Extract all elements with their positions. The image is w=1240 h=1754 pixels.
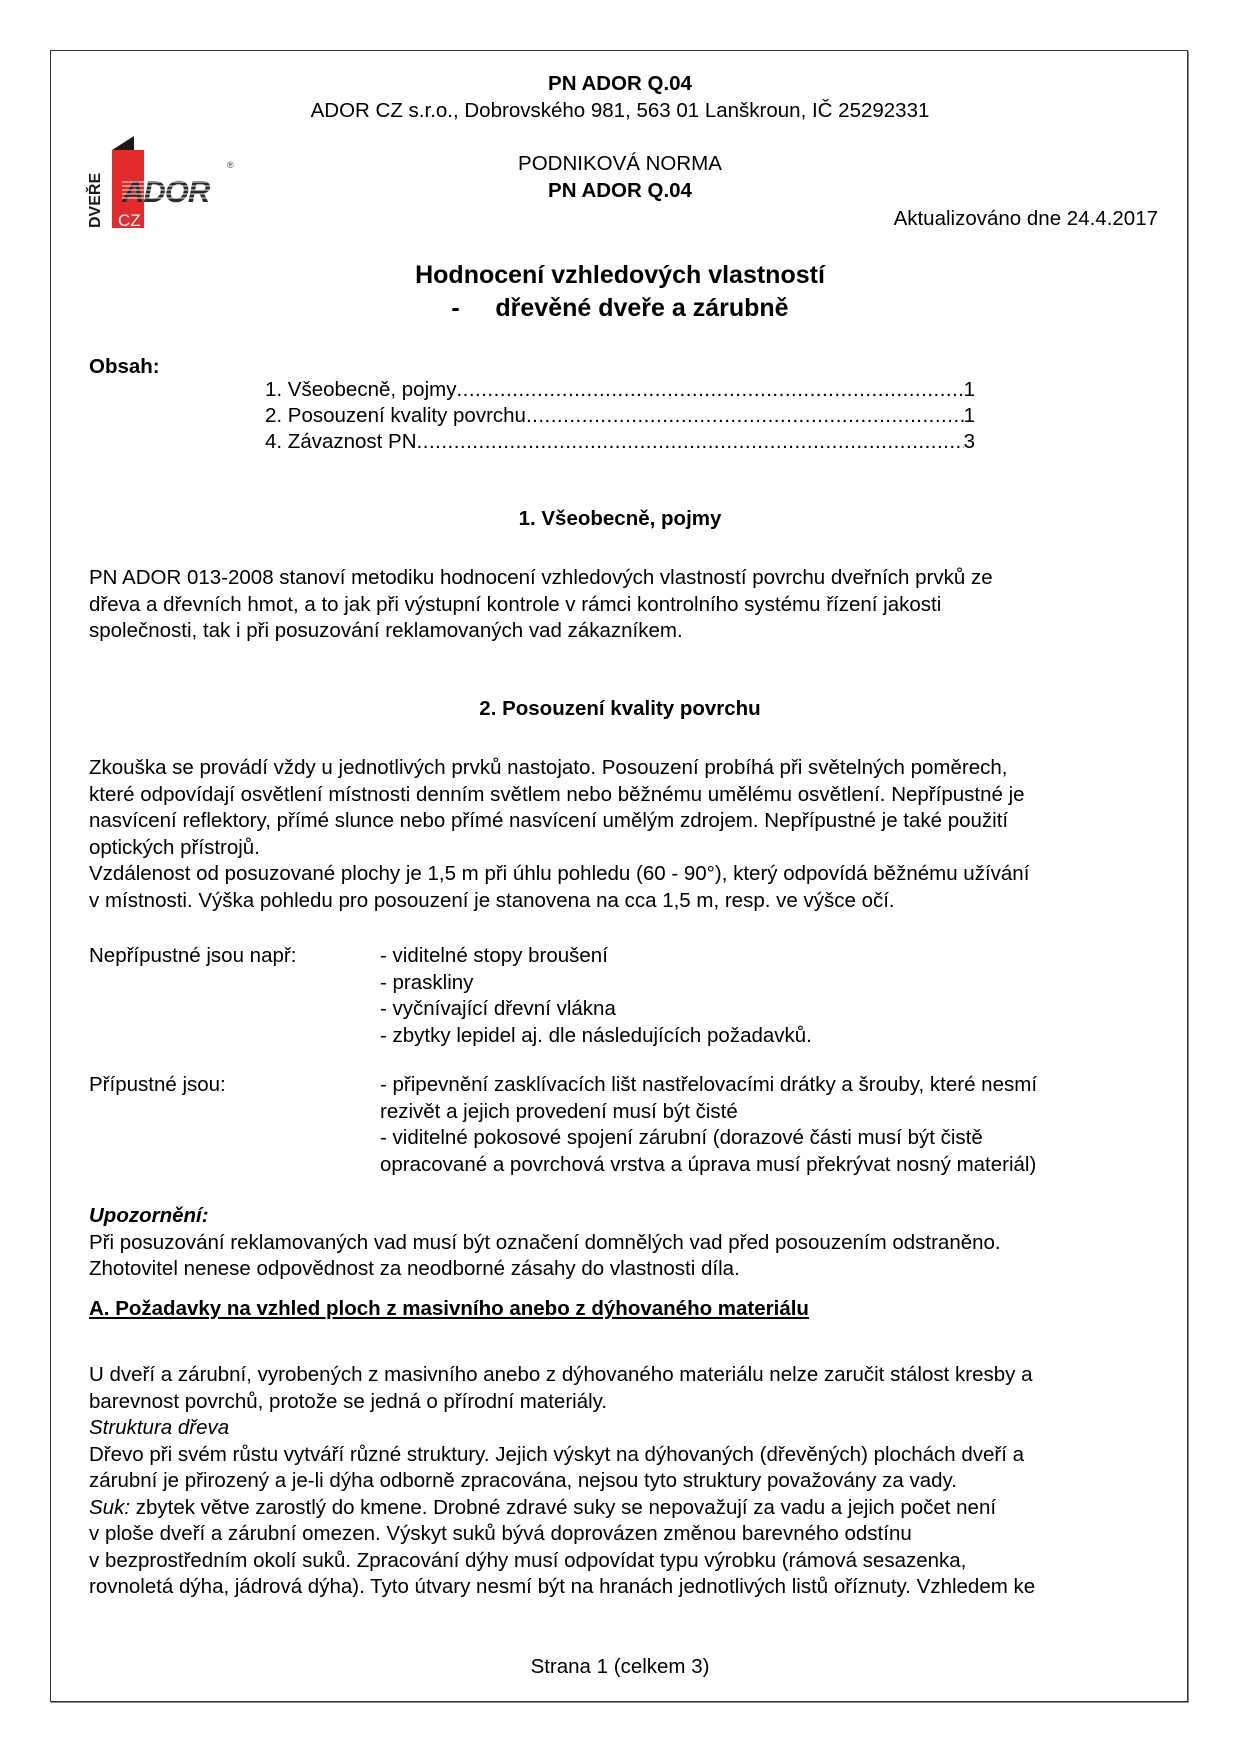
toc-item-page: 1 — [963, 404, 975, 427]
text-line: zbytek větve zarostlý do kmene. Drobné zdravé suky se nepovažují za vadu a jejich počet není — [130, 1495, 997, 1519]
text-line: společnosti, tak i při posuzování reklamovaných vad zákazníkem. — [89, 619, 683, 642]
section-2-paragraph — [89, 755, 1169, 914]
text-line: Vzdálenost od posuzované plochy je 1,5 m při úhlu pohledu (60 - 90°), který odpovídá běžnému užívání — [89, 862, 1030, 885]
list-item: - viditelné stopy broušení — [380, 944, 608, 967]
text-line: barevnost povrchů, protože se jedná o přírodní materiály. — [89, 1389, 608, 1413]
text-line: zárubní je přirozený a je-li dýha odborně zpracována, nejsou tyto struktury považovány za vady. — [89, 1469, 957, 1492]
logo-vertical-text: DVEŘE — [87, 172, 104, 228]
toc-item-label[interactable]: 4. Závaznost PN — [265, 430, 417, 453]
not-allowed-list — [89, 943, 1169, 1049]
list-item: - zbytky lepidel aj. dle následujících požadavků. — [380, 1023, 812, 1047]
list-item: - vyčnívající dřevní vlákna — [380, 997, 616, 1020]
updated-date: Aktualizováno dne 24.4.2017 — [893, 207, 1158, 230]
text-line: Při posuzování reklamovaných vad musí být označení domnělých vad před posouzením odstraněno. — [89, 1230, 1001, 1254]
knot-definition — [89, 1495, 1169, 1522]
toc-leader-dots — [456, 378, 963, 402]
list-item: - viditelné pokosové spojení zárubní (dorazové části musí být čistě — [380, 1126, 983, 1149]
toc-item-label[interactable]: 1. Všeobecně, pojmy — [265, 378, 457, 401]
text-line: rovnoletá dýha, jádrová dýha). Tyto útvary nesmí být na hranách jednotlivých listů oříznuty. Vzhledem ke — [89, 1575, 1036, 1598]
title-dash: - — [451, 294, 460, 322]
knot-label: Suk: — [89, 1495, 131, 1519]
toc-item-page: 1 — [963, 378, 975, 401]
text-line: U dveří a zárubní, vyrobených z masivního anebo z dýhovaného materiálu nelze zaručit stálost kresby a — [89, 1363, 1033, 1386]
toc-label: Obsah: — [89, 355, 160, 378]
section-a-paragraph — [89, 1362, 1169, 1601]
list-item: - praskliny — [380, 970, 474, 994]
list-item: opracované a povrchová vrstva a úprava musí překrývat nosný materiál) — [380, 1152, 1037, 1176]
text-line: Zhotovitel nenese odpovědnost za neodborné zásahy do vlastnosti díla. — [89, 1257, 740, 1280]
wood-structure-subheading: Struktura dřeva — [89, 1416, 230, 1439]
norm-code: PN ADOR Q.04 — [548, 179, 692, 202]
text-line: které odpovídají osvětlení místnosti denním světlem nebo běžnému umělému osvětlení. Nepřípustné je — [89, 782, 1025, 806]
section-a-heading: A. Požadavky na vzhled ploch z masivního anebo z dýhovaného materiálu — [89, 1297, 809, 1320]
list-item: - připevnění zasklívacích lišt nastřelovacími drátky a šrouby, které nesmí — [380, 1073, 1038, 1096]
toc-item[interactable] — [265, 404, 975, 430]
not-allowed-label: Nepřípustné jsou např: — [89, 944, 297, 967]
toc-leader-dots — [417, 430, 964, 454]
toc-item[interactable] — [265, 430, 975, 456]
section-1-paragraph — [89, 565, 1169, 645]
logo-roof-shape — [112, 136, 134, 150]
text-line: Zkouška se provádí vždy u jednotlivých prvků nastojato. Posouzení probíhá při světelných poměrech, — [89, 756, 1008, 779]
logo-brand-text: ADOR — [122, 174, 210, 209]
list-item: rezivět a jejich provedení musí být čisté — [380, 1099, 738, 1123]
document-title-line2 — [0, 292, 1240, 324]
registered-mark-icon: ® — [227, 160, 234, 170]
text-line: optických přístrojů. — [89, 835, 260, 859]
warning-label: Upozornění: — [89, 1204, 209, 1227]
section-1-heading: 1. Všeobecně, pojmy — [518, 507, 722, 530]
title-subtitle: dřevěné dveře a zárubně — [495, 294, 789, 322]
allowed-label: Přípustné jsou: — [89, 1073, 226, 1096]
toc-item-label[interactable]: 2. Posouzení kvality povrchu — [265, 404, 526, 427]
logo-country-text: CZ — [118, 211, 141, 230]
text-line: v místnosti. Výška pohledu pro posouzení je stanovena na cca 1,5 m, resp. ve výšce očí. — [89, 888, 895, 912]
document-title-line1: Hodnocení vzhledových vlastností — [415, 261, 825, 289]
document-code: PN ADOR Q.04 — [548, 72, 692, 95]
text-line: v bezprostředním okolí suků. Zpracování dýhy musí odpovídat typu výrobku (rámová sesazenka, — [89, 1548, 967, 1572]
company-address: ADOR CZ s.r.o., Dobrovského 981, 563 01 Lanškroun, IČ 25292331 — [310, 99, 930, 122]
toc-item[interactable] — [265, 378, 975, 404]
text-line: Dřevo při svém růstu vytváří různé struktury. Jejich výskyt na dýhovaných (dřevěných) plochách dveří a — [89, 1442, 1025, 1466]
text-line: PN ADOR 013-2008 stanoví metodiku hodnocení vzhledových vlastností povrchu dveřních prvků ze — [89, 566, 993, 589]
table-of-contents — [265, 378, 975, 456]
section-2-heading: 2. Posouzení kvality povrchu — [479, 697, 761, 720]
text-line: v ploše dveří a zárubní omezen. Výskyt suků bývá doprovázen změnou barevného odstínu — [89, 1522, 912, 1545]
text-line: nasvícení reflektory, přímé slunce nebo přímé nasvícení umělým zdrojem. Nepřípustné je také použití — [89, 809, 1009, 832]
warning-block — [89, 1203, 1169, 1283]
toc-leader-dots — [526, 404, 964, 428]
page-number: Strana 1 (celkem 3) — [530, 1655, 710, 1678]
allowed-list — [89, 1072, 1169, 1178]
toc-item-page: 3 — [963, 430, 975, 453]
norm-label: PODNIKOVÁ NORMA — [518, 152, 722, 175]
text-line: dřeva a dřevních hmot, a to jak při výstupní kontrole v rámci kontrolního systému řízení jakosti — [89, 592, 942, 616]
